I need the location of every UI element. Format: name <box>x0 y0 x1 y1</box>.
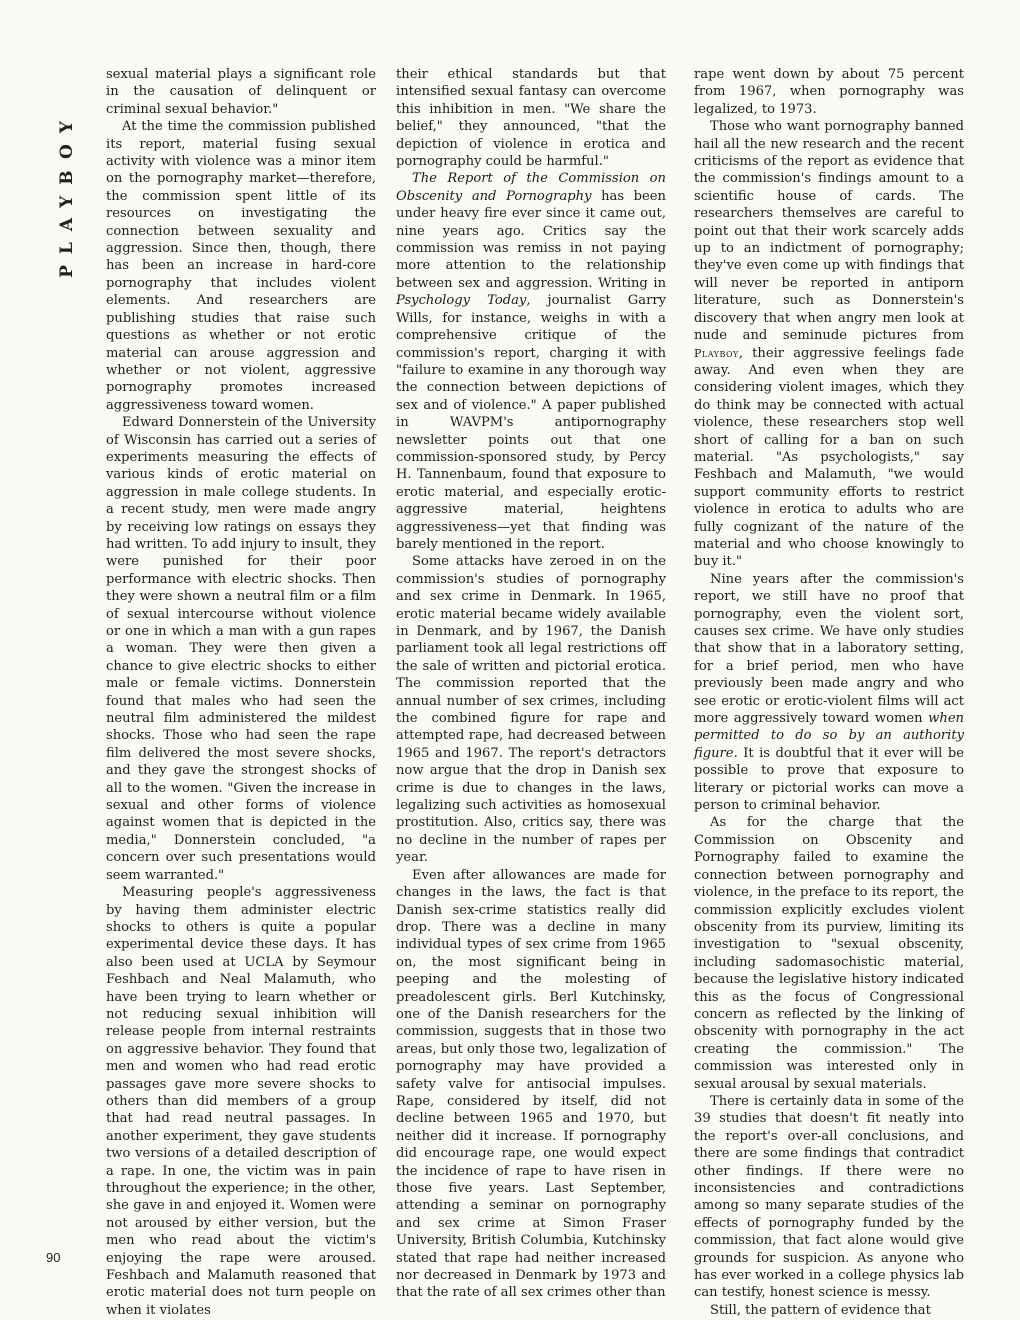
paragraph-text: . It is doubtful that it ever will be possible to prove that exposure to literary or pictorial works can move a person to criminal behavior. <box>694 745 964 814</box>
paragraph: rape went down by about 75 percent from 1967, when pornography was legalized, to 1973. <box>694 67 964 117</box>
text-column-3 <box>694 66 964 1318</box>
paragraph-text: Nine years after the commission's report, we still have no proof that pornography, even the violent sort, causes sex crime. We have only studies that show that in a laboratory setting, for a brief period, men who have previously been made angry and who see erotic or erotic-violent films will act more aggressively toward women <box>694 571 964 727</box>
paragraph-text: , journalist Garry Wills, for instance, weighs in with a comprehensive critique of the commission's report, charging it with "failure to examine in any thorough way the connection between depictions of sex and of violence." A paper published in WAVPM's antipornography newsletter points out that one commission-sponsored study, by Percy H. Tannenbaum, found that exposure to erotic material, and especially erotic-aggressive material, heightens aggressiveness—yet that finding was barely mentioned in the report. <box>396 293 666 552</box>
magazine-name-vertical <box>52 64 82 324</box>
paragraph: Still, the pattern of evidence that <box>710 1302 931 1318</box>
paragraph: Some attacks have zeroed in on the commission's studies of pornography and sex crime in Denmark. In 1965, erotic material became widely available in Denmark, and by 1967, the Danish parliament took all legal restrictions off the sale of written and pictorial erotica. The commission reported that the annual number of sex crimes, including the combined figure for rape and attempted rape, had decreased between 1965 and 1967. The report's detractors now argue that the drop in Danish sex crime is due to changes in the laws, legalizing such activities as homosexual prostitution. Also, critics say, there was no decline in the number of rapes per year. <box>396 554 666 866</box>
page-number: 90 <box>46 1250 61 1265</box>
magazine-title: Psychology Today <box>396 293 527 309</box>
paragraph: As for the charge that the Commission on Obscenity and Pornography failed to examine the connection between pornography and violence, in the preface to its report, the commission explicitly excludes violent obscenity from its purview, limiting its investigation to "sexual obscenity, including sadomasochistic material, because the legislative history indicated this as the focus of Congressional concern as reflected by the linking of obscenity with pornography in the act creating the commission." The commission was interested only in sexual arousal by sexual materials. <box>694 815 964 1092</box>
emphasis-text: when permitted to do so by an authority figure <box>694 711 964 761</box>
paragraph <box>396 170 666 553</box>
magazine-name-text: PLAYBOY <box>57 110 77 278</box>
paragraph: their ethical standards but that intensified sexual fantasy can overcome this inhibition in men. "We share the belief," they announced, "that the depiction of violence in erotica and pornography could be harmful." <box>396 67 666 170</box>
text-column-2 <box>396 66 666 1301</box>
paragraph-text: Those who want pornography banned hail all the new research and the recent criticisms of the report as evidence that the commission's findings amount to a scientific house of cards. The researchers themselves are careful to point out that their work scarcely adds up to an indictment of pornography; they've even come up with findings that will never be reported in antiporn literature, such as Donnerstein's discovery that when angry men look at nude and seminude pictures from <box>694 119 964 344</box>
paragraph: At the time the commission published its report, material fusing sexual activity with violence was a minor item on the pornography market—therefore, the commission spent little of its resources on investigating the connection between sexuality and aggression. Since then, though, there has been an increase in hard-core pornography that includes violent elements. And researchers are publishing studies that raise such questions as whether or not erotic material can arouse aggression and whether or not violent, aggressive pornography promotes increased aggressiveness toward women. <box>106 119 376 413</box>
paragraph: Measuring people's aggressiveness by having them administer electric shocks to others is quite a popular experimental device these days. It has also been used at UCLA by Seymour Feshbach and Neal Malamuth, who have been trying to learn whether or not reducing sexual inhibition will release people from internal restraints on aggressive behavior. They found that men and women who had read erotic passages gave more severe shocks to others than did members of a group that had read neutral passages. In another experiment, they gave students two versions of a detailed description of a rape. In one, the victim was in pain throughout the experience; in the other, she gave in and enjoyed it. Women were not aroused by either version, but the men who read about the victim's enjoying the rape were aroused. Feshbach and Malamuth reasoned that erotic material does not turn people on when it violates <box>106 885 376 1318</box>
paragraph <box>694 571 964 815</box>
text-column-1 <box>106 66 376 1318</box>
report-title: The Report of the Commission on Obscenity and Pornography <box>396 171 666 204</box>
paragraph: sexual material plays a significant role in the causation of delinquent or criminal sexual behavior." <box>106 67 376 117</box>
magazine-name-inline: Playboy <box>694 346 739 360</box>
paragraph: Edward Donnerstein of the University of Wisconsin has carried out a series of experiments measuring the effects of various kinds of erotic material on aggression in male college students. In a recent study, men were made angry by receiving low ratings on essays they had written. To add injury to insult, they were punished for their poor performance with electric shocks. Then they were shown a neutral film or a film of sexual intercourse without violence or one in which a man with a gun rapes a woman. They were then given a chance to give electric shocks to either male or female victims. Donnerstein found that males who had seen the neutral film administered the mildest shocks. Those who had seen the rape film delivered the most severe shocks, and they gave the strongest shocks of all to the women. "Given the increase in sexual and other forms of violence against women that is depicted in the media," Donnerstein concluded, "a concern over such presentations would seem warranted." <box>106 415 376 883</box>
paragraph: There is certainly data in some of the 39 studies that doesn't fit neatly into the report's over-all conclusions, and there are some findings that contradict other findings. If there were no inconsistencies and contradictions among so many separate studies of the effects of pornography funded by the commission, that fact alone would give grounds for suspicion. As anyone who has ever worked in a college physics lab can testify, honest science is messy. <box>694 1093 964 1301</box>
paragraph <box>694 118 964 571</box>
paragraph-text: has been under heavy fire ever since it came out, nine years ago. Critics say the commission was remiss in not paying more attention to the relationship between sex and aggression. Writing in <box>396 188 666 291</box>
paragraph: Even after allowances are made for changes in the laws, the fact is that Danish sex-crime statistics really did drop. There was a decline in many individual types of sex crime from 1965 on, the most significant being in peeping and the molesting of preadolescent girls. Berl Kutchinsky, one of the Danish researchers for the commission, suggests that in those two areas, but only those two, legalization of pornography may have provided a safety valve for antisocial impulses. Rape, considered by itself, did not decline between 1965 and 1970, but neither did it increase. If pornography did encourage rape, one would expect the incidence of rape to have risen in those five years. Last September, attending a seminar on pornography and sex crime at Simon Fraser University, British Columbia, Kutchinsky stated that rape had neither increased nor decreased in Denmark by 1973 and that the rate of all sex crimes other than <box>396 867 666 1301</box>
paragraph-text: , their aggressive feelings fade away. And even when they are considering violent images, which they do think may be connected with actual violence, these researchers stop well short of calling for a ban on such material. "As psychologists," say Feshbach and Malamuth, "we would support community efforts to restrict violence in erotica to adults who are fully cognizant of the nature of the material and who choose knowingly to buy it." <box>694 345 964 570</box>
